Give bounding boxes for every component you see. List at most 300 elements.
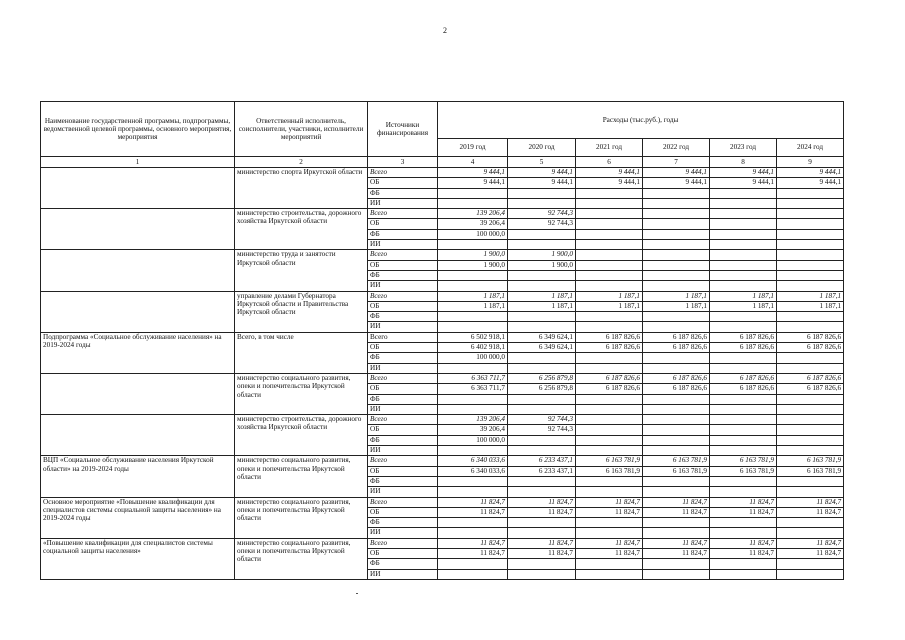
amount-cell: 1 187,1 <box>643 301 710 311</box>
table-row <box>41 415 844 425</box>
amount-cell <box>438 322 508 332</box>
funding-source-cell: ФБ <box>368 229 438 239</box>
program-name-cell: «Повышение квалификации для специалистов системы социальной защиты населения» <box>41 538 235 579</box>
table-row <box>41 456 844 466</box>
amount-cell: 9 444,1 <box>576 168 643 178</box>
amount-cell: 6 502 918,1 <box>438 332 508 342</box>
program-name-cell: Основное мероприятие «Повышение квалификации для специалистов системы социальной защиты населения» на 2019-2024 годы <box>41 497 235 538</box>
amount-cell: 6 363 711,7 <box>438 384 508 394</box>
header-expenses: Расходы (тыс.руб.), годы <box>438 102 844 139</box>
amount-cell <box>710 270 777 280</box>
amount-cell <box>438 528 508 538</box>
header-col-number: 3 <box>368 157 438 168</box>
amount-cell <box>643 270 710 280</box>
funding-source-cell: Всего <box>368 373 438 383</box>
amount-cell: 11 824,7 <box>508 548 576 558</box>
amount-cell <box>576 198 643 208</box>
funding-source-cell: ИИ <box>368 404 438 414</box>
amount-cell: 9 444,1 <box>643 168 710 178</box>
amount-cell <box>508 435 576 445</box>
amount-cell <box>576 487 643 497</box>
amount-cell: 6 233 437,1 <box>508 456 576 466</box>
header-year: 2021 год <box>576 139 643 157</box>
amount-cell: 139 206,4 <box>438 209 508 219</box>
funding-source-cell: ИИ <box>368 487 438 497</box>
funding-source-cell: ФБ <box>368 518 438 528</box>
amount-cell: 11 824,7 <box>643 548 710 558</box>
table-row <box>41 291 844 301</box>
amount-cell: 1 187,1 <box>643 291 710 301</box>
amount-cell <box>438 363 508 373</box>
funding-source-cell: ОБ <box>368 343 438 353</box>
amount-cell: 6 187 826,6 <box>777 343 844 353</box>
funding-source-cell: ОБ <box>368 384 438 394</box>
table-body <box>41 168 844 580</box>
amount-cell <box>777 188 844 198</box>
amount-cell <box>576 353 643 363</box>
funding-source-cell: Всего <box>368 415 438 425</box>
funding-source-cell: ОБ <box>368 466 438 476</box>
amount-cell <box>508 188 576 198</box>
table-row <box>41 497 844 507</box>
funding-source-cell: ИИ <box>368 446 438 456</box>
amount-cell: 6 187 826,6 <box>710 384 777 394</box>
header-source: Источники финансирования <box>368 102 438 157</box>
amount-cell <box>777 528 844 538</box>
funding-source-cell: ИИ <box>368 281 438 291</box>
amount-cell <box>710 322 777 332</box>
amount-cell: 6 187 826,6 <box>710 343 777 353</box>
amount-cell <box>777 569 844 579</box>
amount-cell: 11 824,7 <box>777 507 844 517</box>
funding-source-cell: Всего <box>368 332 438 342</box>
amount-cell: 6 187 826,6 <box>643 373 710 383</box>
amount-cell <box>508 353 576 363</box>
amount-cell: 9 444,1 <box>710 168 777 178</box>
funding-source-cell: Всего <box>368 497 438 507</box>
amount-cell <box>777 425 844 435</box>
amount-cell <box>643 188 710 198</box>
amount-cell: 6 187 826,6 <box>777 332 844 342</box>
amount-cell: 11 824,7 <box>438 497 508 507</box>
amount-cell <box>643 250 710 260</box>
amount-cell <box>710 312 777 322</box>
amount-cell <box>710 518 777 528</box>
amount-cell: 11 824,7 <box>438 538 508 548</box>
amount-cell <box>710 487 777 497</box>
amount-cell: 39 206,4 <box>438 219 508 229</box>
amount-cell: 6 163 781,9 <box>643 466 710 476</box>
responsible-cell: министерство социального развития, опеки и попечительства Иркутской области <box>235 456 368 497</box>
amount-cell <box>508 281 576 291</box>
amount-cell <box>643 518 710 528</box>
funding-source-cell: ФБ <box>368 559 438 569</box>
amount-cell <box>438 518 508 528</box>
header-col-number: 8 <box>710 157 777 168</box>
header-col-number: 7 <box>643 157 710 168</box>
amount-cell <box>710 569 777 579</box>
amount-cell <box>777 219 844 229</box>
funding-source-cell: ОБ <box>368 301 438 311</box>
amount-cell <box>777 476 844 486</box>
amount-cell: 6 349 624,1 <box>508 332 576 342</box>
amount-cell: 11 824,7 <box>508 538 576 548</box>
amount-cell: 6 187 826,6 <box>576 332 643 342</box>
program-name-cell <box>41 415 235 456</box>
amount-cell: 11 824,7 <box>508 507 576 517</box>
amount-cell: 11 824,7 <box>710 497 777 507</box>
funding-source-cell: Всего <box>368 168 438 178</box>
amount-cell <box>777 446 844 456</box>
program-name-cell <box>41 291 235 332</box>
header-col-number: 1 <box>41 157 235 168</box>
amount-cell: 92 744,3 <box>508 415 576 425</box>
amount-cell <box>576 446 643 456</box>
amount-cell <box>508 569 576 579</box>
funding-source-cell: ИИ <box>368 240 438 250</box>
amount-cell <box>643 435 710 445</box>
program-name-cell <box>41 373 235 414</box>
header-year: 2022 год <box>643 139 710 157</box>
responsible-cell: министерство строительства, дорожного хозяйства Иркутской области <box>235 209 368 250</box>
amount-cell <box>508 198 576 208</box>
responsible-cell: министерство социального развития, опеки и попечительства Иркутской области <box>235 497 368 538</box>
amount-cell: 1 187,1 <box>576 301 643 311</box>
amount-cell: 11 824,7 <box>777 497 844 507</box>
amount-cell <box>576 281 643 291</box>
amount-cell: 92 744,3 <box>508 209 576 219</box>
amount-cell: 6 349 624,1 <box>508 343 576 353</box>
amount-cell: 6 187 826,6 <box>576 384 643 394</box>
header-year: 2020 год <box>508 139 576 157</box>
amount-cell <box>508 404 576 414</box>
amount-cell: 92 744,3 <box>508 425 576 435</box>
amount-cell <box>576 569 643 579</box>
amount-cell <box>576 528 643 538</box>
funding-source-cell: ФБ <box>368 476 438 486</box>
amount-cell: 6 340 033,6 <box>438 456 508 466</box>
amount-cell: 6 187 826,6 <box>710 373 777 383</box>
table-row <box>41 332 844 342</box>
amount-cell: 6 187 826,6 <box>777 373 844 383</box>
amount-cell <box>576 312 643 322</box>
amount-cell <box>643 415 710 425</box>
funding-source-cell: ОБ <box>368 548 438 558</box>
amount-cell <box>438 446 508 456</box>
amount-cell: 6 163 781,9 <box>576 456 643 466</box>
responsible-cell: министерство социального развития, опеки и попечительства Иркутской области <box>235 538 368 579</box>
amount-cell: 11 824,7 <box>508 497 576 507</box>
amount-cell: 6 163 781,9 <box>576 466 643 476</box>
funding-source-cell: ФБ <box>368 353 438 363</box>
funding-source-cell: ИИ <box>368 322 438 332</box>
funding-source-cell: ФБ <box>368 270 438 280</box>
amount-cell <box>643 229 710 239</box>
funding-source-cell: ОБ <box>368 219 438 229</box>
responsible-cell: министерство строительства, дорожного хозяйства Иркутской области <box>235 415 368 456</box>
amount-cell <box>777 518 844 528</box>
table-row <box>41 538 844 548</box>
amount-cell <box>438 240 508 250</box>
amount-cell: 6 363 711,7 <box>438 373 508 383</box>
funding-source-cell: ОБ <box>368 507 438 517</box>
amount-cell <box>643 476 710 486</box>
amount-cell <box>777 281 844 291</box>
amount-cell: 6 402 918,1 <box>438 343 508 353</box>
amount-cell <box>576 404 643 414</box>
amount-cell <box>710 394 777 404</box>
header-year: 2024 год <box>777 139 844 157</box>
funding-source-cell: Всего <box>368 538 438 548</box>
amount-cell <box>710 415 777 425</box>
amount-cell <box>643 528 710 538</box>
amount-cell <box>643 363 710 373</box>
funding-source-cell: ОБ <box>368 260 438 270</box>
amount-cell <box>438 404 508 414</box>
amount-cell: 1 900,0 <box>438 260 508 270</box>
amount-cell <box>576 363 643 373</box>
amount-cell <box>643 312 710 322</box>
amount-cell <box>643 240 710 250</box>
amount-cell: 1 187,1 <box>777 291 844 301</box>
amount-cell <box>643 219 710 229</box>
amount-cell <box>777 353 844 363</box>
table-row <box>41 250 844 260</box>
amount-cell: 11 824,7 <box>710 548 777 558</box>
amount-cell: 9 444,1 <box>508 168 576 178</box>
amount-cell <box>643 425 710 435</box>
amount-cell: 9 444,1 <box>576 178 643 188</box>
amount-cell: 100 000,0 <box>438 353 508 363</box>
amount-cell <box>710 559 777 569</box>
amount-cell: 9 444,1 <box>438 168 508 178</box>
header-responsible: Ответственный исполнитель, соисполнители, участники, исполнители мероприятий <box>235 102 368 157</box>
amount-cell <box>576 476 643 486</box>
amount-cell: 1 187,1 <box>777 301 844 311</box>
amount-cell <box>438 487 508 497</box>
amount-cell <box>508 312 576 322</box>
funding-source-cell: ФБ <box>368 394 438 404</box>
amount-cell <box>438 188 508 198</box>
amount-cell: 11 824,7 <box>710 507 777 517</box>
responsible-cell: министерство социального развития, опеки и попечительства Иркутской области <box>235 373 368 414</box>
amount-cell <box>508 229 576 239</box>
amount-cell <box>710 219 777 229</box>
amount-cell <box>643 569 710 579</box>
amount-cell: 6 187 826,6 <box>710 332 777 342</box>
funding-source-cell: Всего <box>368 456 438 466</box>
amount-cell <box>710 209 777 219</box>
header-name: Наименование государственной программы, подпрограммы, ведомственной целевой программы, основного мероприятия, мероприятия <box>41 102 235 157</box>
amount-cell <box>576 250 643 260</box>
amount-cell: 9 444,1 <box>777 168 844 178</box>
program-name-cell <box>41 168 235 209</box>
amount-cell <box>508 476 576 486</box>
amount-cell <box>576 322 643 332</box>
table-row <box>41 209 844 219</box>
amount-cell: 6 187 826,6 <box>643 384 710 394</box>
amount-cell <box>710 435 777 445</box>
funding-source-cell: Всего <box>368 250 438 260</box>
amount-cell: 6 256 879,8 <box>508 384 576 394</box>
amount-cell: 6 340 033,6 <box>438 466 508 476</box>
amount-cell <box>508 363 576 373</box>
amount-cell <box>777 198 844 208</box>
amount-cell <box>576 188 643 198</box>
amount-cell <box>576 219 643 229</box>
table-row <box>41 168 844 178</box>
amount-cell: 9 444,1 <box>777 178 844 188</box>
amount-cell <box>710 198 777 208</box>
amount-cell <box>710 250 777 260</box>
amount-cell <box>576 209 643 219</box>
header-year: 2019 год <box>438 139 508 157</box>
amount-cell <box>777 322 844 332</box>
amount-cell <box>710 353 777 363</box>
amount-cell: 1 187,1 <box>438 291 508 301</box>
amount-cell <box>576 415 643 425</box>
amount-cell <box>643 394 710 404</box>
amount-cell: 6 163 781,9 <box>777 466 844 476</box>
amount-cell <box>508 559 576 569</box>
responsible-cell: министерство труда и занятости Иркутской области <box>235 250 368 291</box>
amount-cell <box>438 476 508 486</box>
amount-cell <box>710 425 777 435</box>
amount-cell <box>508 446 576 456</box>
amount-cell <box>777 404 844 414</box>
amount-cell: 6 187 826,6 <box>643 332 710 342</box>
amount-cell <box>777 260 844 270</box>
amount-cell: 11 824,7 <box>710 538 777 548</box>
amount-cell: 9 444,1 <box>508 178 576 188</box>
program-name-cell <box>41 250 235 291</box>
amount-cell: 92 744,3 <box>508 219 576 229</box>
amount-cell: 6 233 437,1 <box>508 466 576 476</box>
amount-cell: 1 187,1 <box>508 291 576 301</box>
program-name-cell <box>41 209 235 250</box>
header-col-number: 9 <box>777 157 844 168</box>
amount-cell <box>710 528 777 538</box>
amount-cell: 6 163 781,9 <box>777 456 844 466</box>
amount-cell: 6 187 826,6 <box>777 384 844 394</box>
amount-cell <box>643 198 710 208</box>
amount-cell <box>777 209 844 219</box>
amount-cell: 11 824,7 <box>576 538 643 548</box>
amount-cell: 6 163 781,9 <box>710 466 777 476</box>
responsible-cell: министерство спорта Иркутской области <box>235 168 368 209</box>
amount-cell <box>576 240 643 250</box>
amount-cell <box>438 394 508 404</box>
amount-cell <box>576 260 643 270</box>
program-name-cell: ВЦП «Социальное обслуживание населения Иркутской области» на 2019-2024 годы <box>41 456 235 497</box>
amount-cell <box>508 322 576 332</box>
amount-cell: 1 900,0 <box>508 250 576 260</box>
header-col-number: 2 <box>235 157 368 168</box>
amount-cell: 1 900,0 <box>438 250 508 260</box>
amount-cell <box>576 425 643 435</box>
header-col-number: 6 <box>576 157 643 168</box>
amount-cell: 1 900,0 <box>508 260 576 270</box>
amount-cell: 11 824,7 <box>643 538 710 548</box>
amount-cell <box>710 229 777 239</box>
amount-cell <box>643 260 710 270</box>
funding-source-cell: ИИ <box>368 363 438 373</box>
amount-cell: 139 206,4 <box>438 415 508 425</box>
funding-source-cell: ИИ <box>368 528 438 538</box>
funding-source-cell: ФБ <box>368 188 438 198</box>
header-col-number: 5 <box>508 157 576 168</box>
amount-cell <box>508 394 576 404</box>
amount-cell <box>576 270 643 280</box>
amount-cell: 1 187,1 <box>438 301 508 311</box>
amount-cell <box>576 394 643 404</box>
amount-cell <box>508 240 576 250</box>
funding-source-cell: Всего <box>368 291 438 301</box>
amount-cell: 1 187,1 <box>576 291 643 301</box>
amount-cell <box>643 446 710 456</box>
amount-cell: 11 824,7 <box>643 507 710 517</box>
funding-source-cell: ОБ <box>368 425 438 435</box>
amount-cell <box>710 363 777 373</box>
amount-cell <box>438 312 508 322</box>
funding-source-cell: ИИ <box>368 569 438 579</box>
amount-cell <box>710 240 777 250</box>
amount-cell <box>643 559 710 569</box>
amount-cell <box>710 188 777 198</box>
amount-cell <box>643 322 710 332</box>
amount-cell: 9 444,1 <box>438 178 508 188</box>
amount-cell <box>777 363 844 373</box>
amount-cell <box>777 312 844 322</box>
amount-cell: 6 256 879,8 <box>508 373 576 383</box>
amount-cell <box>438 270 508 280</box>
amount-cell: 6 163 781,9 <box>710 456 777 466</box>
amount-cell: 11 824,7 <box>438 507 508 517</box>
amount-cell: 1 187,1 <box>508 301 576 311</box>
amount-cell <box>508 518 576 528</box>
funding-source-cell: ОБ <box>368 178 438 188</box>
header-year: 2023 год <box>710 139 777 157</box>
amount-cell: 100 000,0 <box>438 229 508 239</box>
amount-cell <box>643 487 710 497</box>
table-row <box>41 373 844 383</box>
scan-speck <box>356 593 358 594</box>
amount-cell <box>710 404 777 414</box>
amount-cell <box>508 487 576 497</box>
amount-cell <box>777 229 844 239</box>
responsible-cell: управление делами Губернатора Иркутской области и Правительства Иркутской области <box>235 291 368 332</box>
amount-cell: 11 824,7 <box>576 548 643 558</box>
funding-source-cell: Всего <box>368 209 438 219</box>
amount-cell <box>710 476 777 486</box>
amount-cell <box>576 229 643 239</box>
amount-cell: 11 824,7 <box>576 497 643 507</box>
amount-cell <box>643 209 710 219</box>
amount-cell <box>576 559 643 569</box>
amount-cell: 11 824,7 <box>777 538 844 548</box>
amount-cell: 100 000,0 <box>438 435 508 445</box>
budget-table <box>40 101 844 580</box>
amount-cell <box>777 435 844 445</box>
amount-cell <box>438 559 508 569</box>
amount-cell <box>438 198 508 208</box>
amount-cell: 6 187 826,6 <box>576 343 643 353</box>
funding-source-cell: ФБ <box>368 435 438 445</box>
amount-cell: 9 444,1 <box>643 178 710 188</box>
funding-source-cell: ИИ <box>368 198 438 208</box>
amount-cell <box>576 435 643 445</box>
amount-cell <box>576 518 643 528</box>
